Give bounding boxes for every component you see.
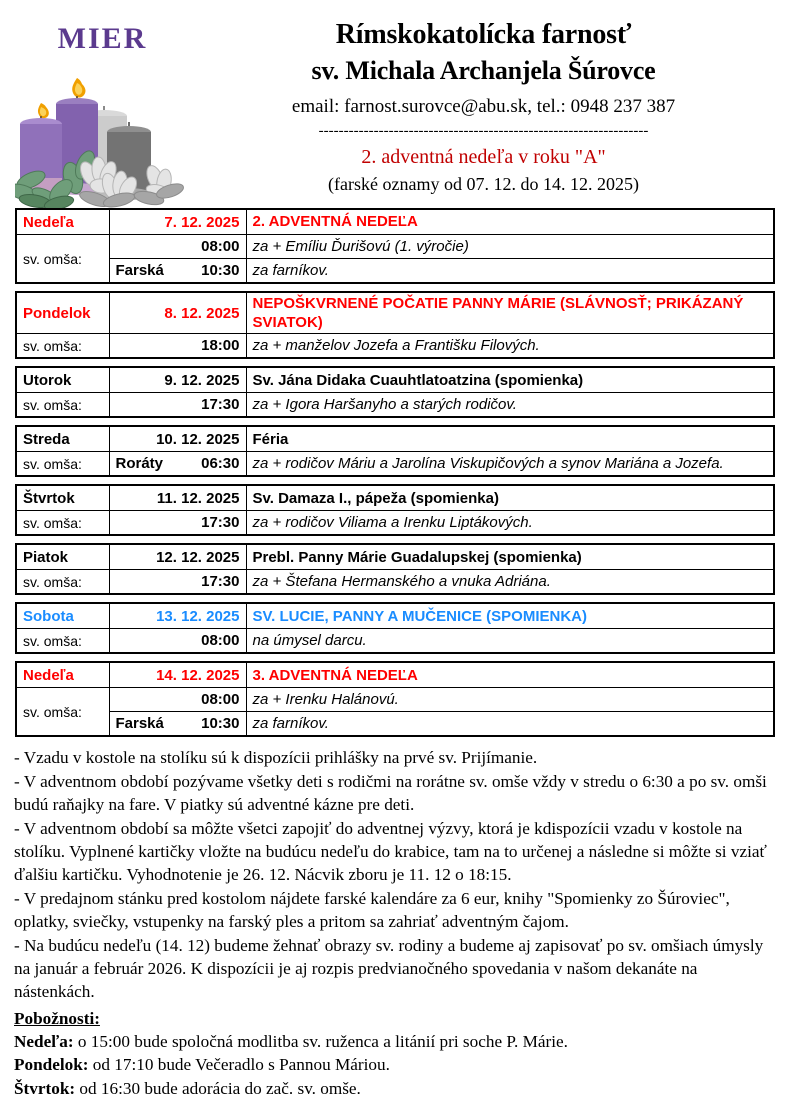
mass-label: sv. omša:: [16, 688, 109, 737]
mass-intention: za + rodičov Máriu a Jarolína Viskupičových a synov Mariána a Jozefa.: [246, 452, 774, 477]
day-header-row: [16, 292, 774, 334]
day-header-row: [16, 544, 774, 570]
devotion-text: od 16:30 bude adorácia do zač. sv. omše.: [75, 1078, 361, 1098]
mass-intention: na úmysel darcu.: [246, 629, 774, 654]
day-name: Sobota: [16, 603, 109, 629]
mass-intention: za farníkov.: [246, 259, 774, 284]
mass-row: [16, 452, 774, 477]
feast-name: Prebl. Panny Márie Guadalupskej (spomienka): [246, 544, 774, 570]
day-date: 9. 12. 2025: [109, 367, 246, 393]
day-date: 7. 12. 2025: [109, 209, 246, 235]
devotion-item: [14, 1053, 776, 1076]
mass-time-cell: [109, 712, 246, 737]
header-divider: ------------------------------------------------------------------: [318, 123, 649, 140]
day-name: Utorok: [16, 367, 109, 393]
devotion-text: o 15:00 bude spoločná modlitba sv. ruženca a litánií pri soche P. Márie.: [73, 1032, 568, 1052]
title-block: [195, 18, 780, 196]
mass-row: [16, 712, 774, 737]
mass-time: 17:30: [201, 396, 240, 414]
devotion-day: Pondelok:: [14, 1055, 89, 1075]
day-block: [15, 661, 775, 737]
mass-time-cell: [109, 688, 246, 712]
feast-name: 3. ADVENTNÁ NEDEĽA: [246, 662, 774, 688]
mass-time: 10:30: [201, 715, 240, 733]
parish-title-line-1: Rímskokatolícka farnosť: [335, 19, 632, 50]
feast-name: 2. ADVENTNÁ NEDEĽA: [246, 209, 774, 235]
day-block: [15, 484, 775, 536]
mass-schedule: [15, 208, 775, 737]
devotion-text: od 17:10 bude Večeradlo s Pannou Máriou.: [88, 1055, 390, 1075]
day-name: Štvrtok: [16, 485, 109, 511]
day-date: 8. 12. 2025: [109, 292, 246, 334]
day-name: Streda: [16, 426, 109, 452]
mass-kind-label: Roráty: [115, 455, 164, 473]
mass-time-cell: [109, 235, 246, 259]
mass-time-cell: [109, 570, 246, 595]
mass-intention: za + manželov Jozefa a Františku Filových.: [246, 334, 774, 359]
logo-block: [10, 18, 195, 208]
announcement-item: - V predajnom stánku pred kostolom nájdete farské kalendáre za 6 eur, knihy "Spomienky zo Šúroviec", oplatky, sviečky, vstupenky na farský ples a pritom sa zahriať adventným čajom.: [14, 888, 730, 932]
mass-row: [16, 259, 774, 284]
mass-time: 08:00: [201, 238, 240, 255]
devotion-item: [14, 1077, 776, 1100]
mass-time-cell: [109, 452, 246, 477]
mass-row: [16, 688, 774, 712]
mass-time-cell: [109, 334, 246, 359]
mass-label: sv. omša:: [16, 393, 109, 418]
day-block: [15, 208, 775, 284]
announcement-item: - Vzadu v kostole na stolíku sú k dispozícii prihlášky na prvé sv. Prijímanie.: [14, 748, 538, 768]
mass-intention: za + Irenku Halánovú.: [246, 688, 774, 712]
mass-kind-label: Farská: [115, 715, 164, 733]
mass-kind-label: Farská: [115, 262, 164, 279]
mass-row: [16, 393, 774, 418]
mass-row: [16, 570, 774, 595]
day-block: [15, 366, 775, 418]
devotion-day: Nedeľa:: [14, 1032, 74, 1052]
mass-intention: za + Štefana Hermanského a vnuka Adriána.: [246, 570, 774, 595]
mass-row: [16, 511, 774, 536]
announcements-section: [14, 746, 776, 1100]
feast-name: SV. LUCIE, PANNY A MUČENICE (SPOMIENKA): [246, 603, 774, 629]
announcement-date-range: (farské oznamy od 07. 12. do 14. 12. 2025): [328, 173, 639, 194]
day-date: 12. 12. 2025: [109, 544, 246, 570]
day-header-row: [16, 662, 774, 688]
day-date: 10. 12. 2025: [109, 426, 246, 452]
parish-title-line-2: sv. Michala Archanjela Šúrovce: [311, 56, 656, 86]
mass-intention: za + Igora Haršanyho a starých rodičov.: [246, 393, 774, 418]
mass-label: sv. omša:: [16, 452, 109, 477]
day-name: Piatok: [16, 544, 109, 570]
mass-time-cell: [109, 259, 246, 284]
mass-time: 10:30: [201, 262, 240, 279]
day-header-row: [16, 603, 774, 629]
day-date: 13. 12. 2025: [109, 603, 246, 629]
day-name: Pondelok: [16, 292, 109, 334]
announcement-item: - Na budúcu nedeľu (14. 12) budeme žehnať obrazy sv. rodiny a budeme aj zapisovať po sv. omšiach úmysly na január a február 2026. K dispozícii je aj rozpis predvianočného spovedania v našom dekanáte na nástenkách.: [14, 935, 764, 1002]
mass-label: sv. omša:: [16, 629, 109, 654]
page-header: [0, 0, 790, 208]
devotion-day: Štvrtok:: [14, 1078, 76, 1098]
feast-name: NEPOŠKVRNENÉ POČATIE PANNY MÁRIE (SLÁVNOSŤ; PRIKÁZANÝ SVIATOK): [246, 292, 774, 334]
logo-wordmark: MIER: [57, 22, 148, 55]
day-date: 14. 12. 2025: [109, 662, 246, 688]
day-name: Nedeľa: [16, 209, 109, 235]
mass-time: 17:30: [201, 514, 240, 532]
mass-time-cell: [109, 629, 246, 654]
mass-intention: za + rodičov Viliama a Irenku Liptákových.: [246, 511, 774, 536]
mass-label: sv. omša:: [16, 570, 109, 595]
mass-time: 08:00: [201, 632, 240, 650]
mass-intention: za + Emíliu Ďurišovú (1. výročie): [246, 235, 774, 259]
mass-time-cell: [109, 393, 246, 418]
day-name: Nedeľa: [16, 662, 109, 688]
mass-label: sv. omša:: [16, 235, 109, 284]
mass-time: 06:30: [201, 455, 240, 473]
mass-time: 08:00: [201, 691, 240, 709]
day-header-row: [16, 426, 774, 452]
devotions-heading: Pobožnosti:: [14, 1008, 100, 1028]
day-header-row: [16, 367, 774, 393]
day-date: 11. 12. 2025: [109, 485, 246, 511]
mass-label: sv. omša:: [16, 334, 109, 359]
mass-row: [16, 334, 774, 359]
announcement-item: - V adventnom období sa môžte všetci zapojiť do adventnej výzvy, ktorá je kdispozícii vzadu v kostole na stolíku. Vyplnené kartičky vložte na budúcu nedeľu do krabice, tam na to určenej a následne si môžte si vziať ďalšiu kartičku. Vyhodnotenie je 26. 12. Nácvik zboru je 11. 12 o 18:15.: [14, 818, 767, 885]
advent-candles-icon: [15, 60, 190, 208]
day-header-row: [16, 209, 774, 235]
mass-time: 17:30: [201, 573, 240, 591]
feast-name: Sv. Damaza I., pápeža (spomienka): [246, 485, 774, 511]
feast-name: Féria: [246, 426, 774, 452]
day-block: [15, 425, 775, 477]
mass-intention: za farníkov.: [246, 712, 774, 737]
mass-row: [16, 235, 774, 259]
mass-label: sv. omša:: [16, 511, 109, 536]
feast-name: Sv. Jána Didaka Cuauhtlatoatzina (spomienka): [246, 367, 774, 393]
day-block: [15, 543, 775, 595]
devotion-item: [14, 1030, 776, 1053]
day-block: [15, 602, 775, 654]
day-header-row: [16, 485, 774, 511]
mass-time: 18:00: [201, 337, 240, 355]
contact-line: email: farnost.surovce@abu.sk, tel.: 0948 237 387: [291, 95, 676, 117]
announcement-item: - V adventnom období pozývame všetky deti s rodičmi na rorátne sv. omše vždy v stredu o 6:30 a po sv. omši budú raňajky na fare. V piatky sú adventné kázne pre deti.: [14, 771, 767, 815]
day-block: [15, 291, 775, 359]
liturgical-season-line: 2. adventná nedeľa v roku "A": [361, 145, 606, 168]
mass-time-cell: [109, 511, 246, 536]
mass-row: [16, 629, 774, 654]
